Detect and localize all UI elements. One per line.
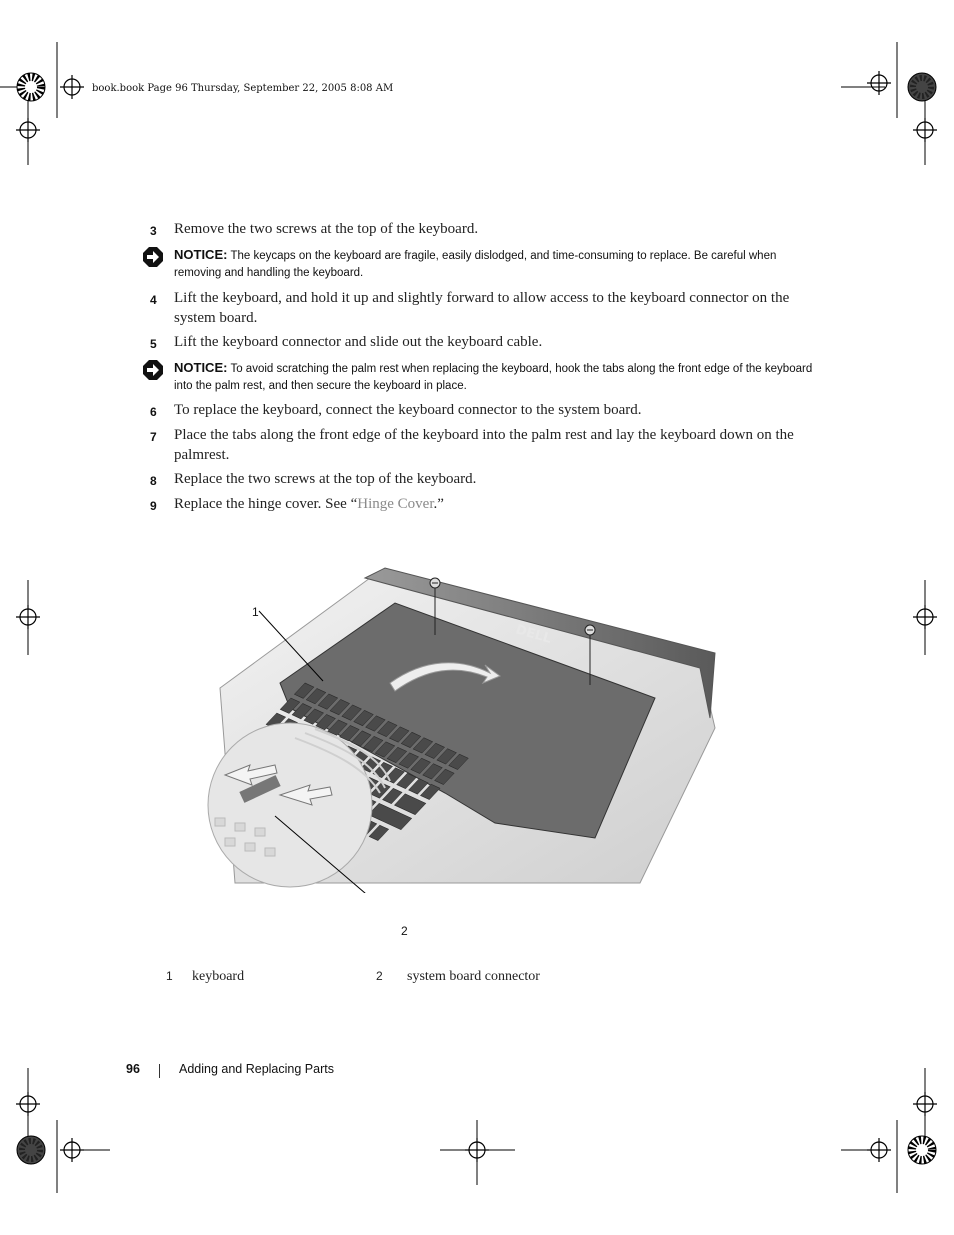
footer-divider xyxy=(159,1064,160,1078)
callout-1: 1 xyxy=(252,605,259,619)
keyboard-removal-illustration xyxy=(195,533,755,893)
step-text: To replace the keyboard, connect the keyboard connector to the system board. xyxy=(174,402,642,418)
notice-label: NOTICE: xyxy=(174,247,228,262)
notice-text: The keycaps on the keyboard are fragile, easily dislodged, and time-consuming to replace. Be careful when removing and handling the keyboard. xyxy=(174,250,777,279)
step-number: 5 xyxy=(150,337,157,351)
step-number: 7 xyxy=(150,430,157,444)
step-number: 4 xyxy=(150,293,157,307)
hinge-cover-link[interactable]: Hinge Cover xyxy=(357,496,434,512)
step-text: Lift the keyboard connector and slide out the keyboard cable. xyxy=(174,334,543,350)
step-text: Lift the keyboard, and hold it up and slightly forward to allow access to the keyboard connector on the system board. xyxy=(174,290,790,326)
notice-text: To avoid scratching the palm rest when replacing the keyboard, hook the tabs along the front edge of the keyboard into the palm rest, and then secure the keyboard in place. xyxy=(174,363,813,392)
legend-item-2 xyxy=(376,969,540,985)
dell-logo: DELL xyxy=(513,622,553,647)
print-header: book.book Page 96 Thursday, September 22, 2005 8:08 AM xyxy=(92,83,394,94)
step-number: 8 xyxy=(150,474,157,488)
notice-label: NOTICE: xyxy=(174,360,228,375)
notice-arrow-icon xyxy=(142,359,164,381)
step-number: 6 xyxy=(150,405,157,419)
step-number: 3 xyxy=(150,224,157,238)
step-text: Replace the two screws at the top of the keyboard. xyxy=(174,471,477,487)
step-text-prefix: Replace the hinge cover. See “ xyxy=(174,496,358,512)
legend-item-1 xyxy=(166,969,245,985)
step-text-suffix: .” xyxy=(433,496,444,512)
page-number xyxy=(126,1062,140,1076)
step-text: Remove the two screws at the top of the keyboard. xyxy=(174,221,479,237)
notice-arrow-icon xyxy=(142,246,164,268)
page-number-value: 96 xyxy=(126,1062,140,1076)
footer-section-title: Adding and Replacing Parts xyxy=(179,1062,334,1076)
step-text xyxy=(174,494,814,514)
legend-number: 2 xyxy=(376,969,383,983)
step-text: Place the tabs along the front edge of the keyboard into the palm rest and lay the keyboard down on the palmrest. xyxy=(174,427,794,463)
callout-2: 2 xyxy=(401,924,408,938)
legend-number: 1 xyxy=(166,969,173,983)
legend-label: system board connector xyxy=(407,969,540,984)
step-number: 9 xyxy=(150,499,157,513)
legend-label: keyboard xyxy=(192,969,245,984)
